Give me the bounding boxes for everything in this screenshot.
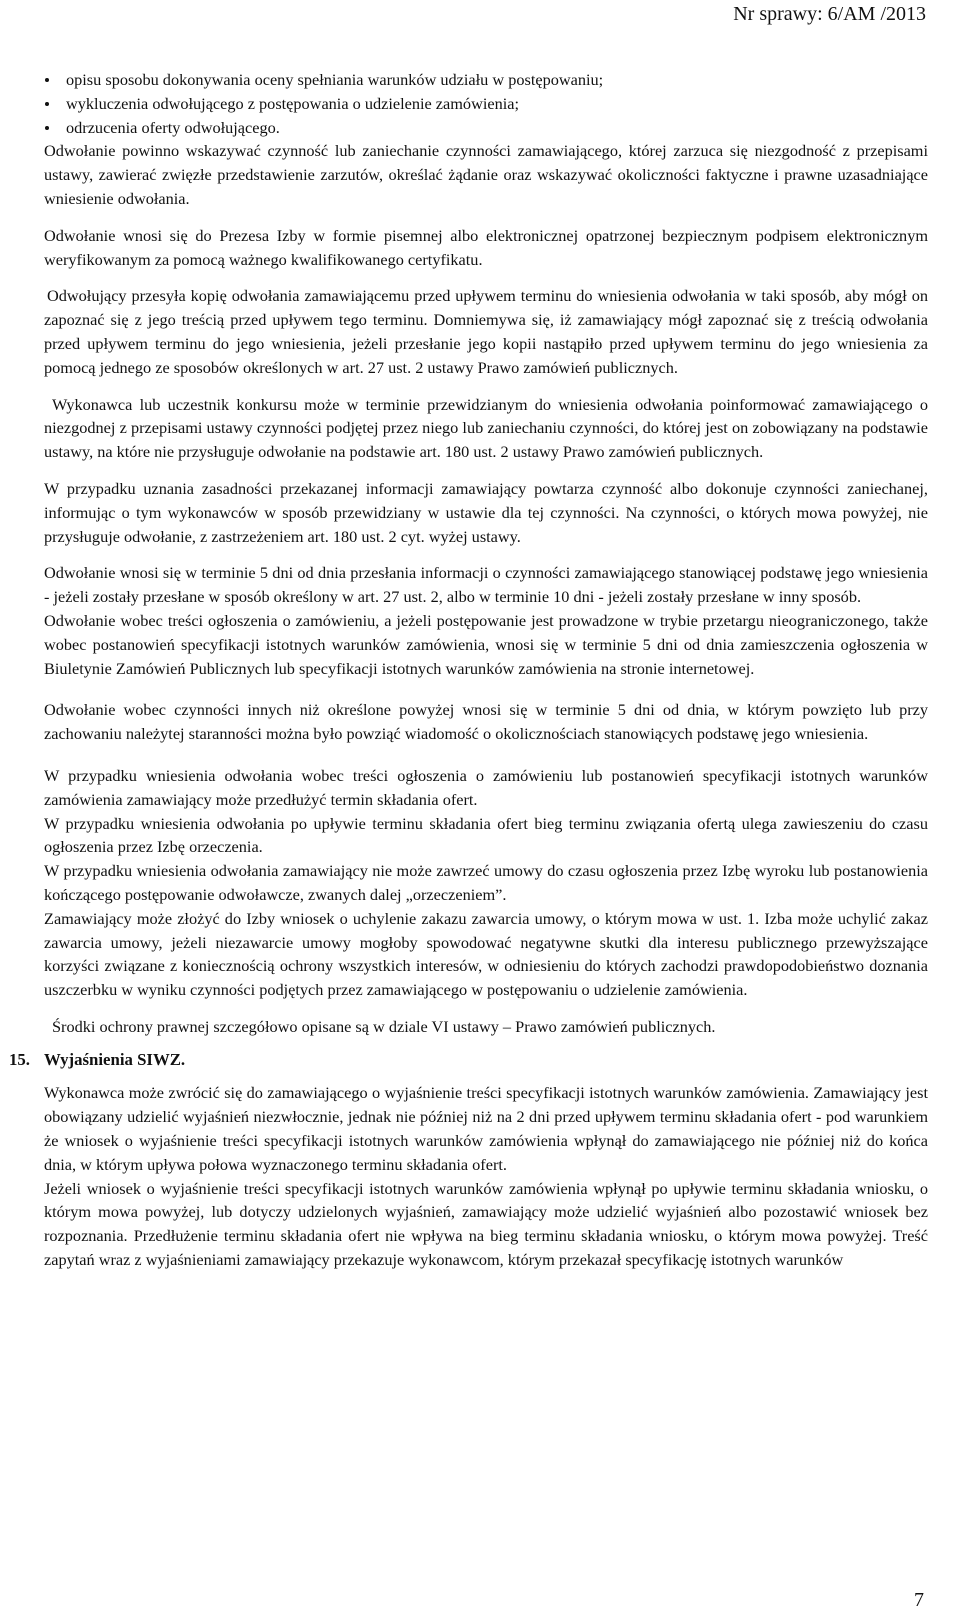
list-item-text: wykluczenia odwołującego z postępowania o udzielenie zamówienia; xyxy=(66,93,519,113)
section-title: Wyjaśnienia SIWZ. xyxy=(44,1049,186,1069)
list-item-text: odrzucenia oferty odwołującego. xyxy=(66,117,280,137)
bullet-icon xyxy=(45,126,49,130)
bullet-icon xyxy=(45,78,49,82)
paragraph-contract-ban: W przypadku wniesienia odwołania zamawiający nie może zawrzeć umowy do czasu ogłoszenia przez Izbę wyroku lub postanowienia kończącego postępowanie odwoławcze, zwanych dalej „orzeczeniem”. xyxy=(44,861,928,904)
case-number-header: Nr sprawy: 6/AM /2013 xyxy=(733,3,926,25)
paragraph-appeal-other-actions: Odwołanie wobec czynności innych niż określone powyżej wnosi się w terminie 5 dni od dnia, w którym powzięto lub przy zachowaniu należytej staranności można było powziąć wiadomość o okolicznościach stanowiących podstawę jego wniesienia. xyxy=(44,700,928,744)
paragraph-appeal-deadline: Odwołanie wnosi się w terminie 5 dni od dnia przesłania informacji o czynności zamawiającego stanowiącej podstawę jego wniesienia - jeżeli zostały przesłane w sposób określony w art. 27 ust. 2, albo w terminie 10 dni - jeżeli zostały przesłane w inny sposób. xyxy=(44,563,928,607)
paragraph-legal-remedies: Środki ochrony prawnej szczegółowo opisane są w dziale VI ustawy – Prawo zamówień publicznych. xyxy=(52,1016,716,1036)
list-item xyxy=(44,92,928,116)
paragraph-appeal-copy: Odwołujący przesyła kopię odwołania zamawiającemu przed upływem terminu do wniesienia odwołania w taki sposób, aby mógł on zapoznać się z jego treścią przed upływem tego terminu. Domniemywa się, iż zamawiający mógł zapoznać się z treścią odwołania przed upływem terminu do jego wniesienia, jeżeli przesłanie jego kopii nastąpiło przed upływem terminu do jego wniesienia za pomocą jednego ze sposobów określonych w art. 27 ust. 2 ustawy Prawo zamówień publicznych. xyxy=(44,286,928,377)
paragraph-late-request: Jeżeli wniosek o wyjaśnienie treści specyfikacji istotnych warunków zamówienia wpłynął po upływie terminu składania wniosku, o którym mowa powyżej, lub dotyczy udzielonych wyjaśnień, zamawiający może udzielić wyjaśnień albo pozostawić wniosek bez rozpoznania. Przedłużenie terminu składania ofert nie wpływa na bieg terminu składania wniosku, o którym mowa powyżej. Treść zapytań wraz z wyjaśnieniami zamawiający przekazuje wykonawcom, którym przekazał specyfikację istotnych warunków xyxy=(44,1178,928,1270)
paragraph-lift-ban: Zamawiający może złożyć do Izby wniosek o uchylenie zakazu zawarcia umowy, o którym mowa w ust. 1. Izba może uchylić zakaz zawarcia umowy, jeżeli niezawarcie umowy mogłoby spowodować negatywne skutki dla interesu publicznego przewyższające korzyści związane z koniecznością ochrony wszystkich interesów, w odniesieniu do których zachodzi prawdopodobieństwo doznania uszczerbku w wyniku czynności podjętych przez zamawiającego w postępowaniu o udzielenie zamówienia. xyxy=(44,908,928,1000)
paragraph-extend-deadline: W przypadku wniesienia odwołania wobec treści ogłoszenia o zamówieniu lub postanowień specyfikacji istotnych warunków zamówienia zamawiający może przedłużyć termin składania ofert. xyxy=(44,765,928,809)
list-item xyxy=(44,116,928,140)
section-number: 15. xyxy=(9,1049,30,1069)
paragraph-appeal-notice-content: Odwołanie wobec treści ogłoszenia o zamówieniu, a jeżeli postępowanie jest prowadzone w trybie przetargu nieograniczonego, także wobec postanowień specyfikacji istotnych warunków zamówienia, wnosi się w terminie 5 dni od dnia zamieszczenia ogłoszenia w Biuletynie Zamówień Publicznych lub specyfikacji istotnych warunków zamówienia na stronie internetowej. xyxy=(44,610,928,678)
page-number: 7 xyxy=(914,1589,924,1611)
paragraph-clarification-request: Wykonawca może zwrócić się do zamawiającego o wyjaśnienie treści specyfikacji istotnych warunków zamówienia. Zamawiający jest obowiązany udzielić wyjaśnień niezwłocznie, jednak nie później niż na 2 dni przed upływem terminu składania ofert - pod warunkiem że wniosek o wyjaśnienie treści specyfikacji istotnych warunków zamówienia wpłynął do zamawiającego nie później niż do końca dnia, w którym upływa połowa wyznaczonego terminu składania ofert. xyxy=(44,1083,928,1174)
document-body xyxy=(9,68,928,1272)
bullet-list xyxy=(44,68,928,139)
paragraph-suspension: W przypadku wniesienia odwołania po upływie terminu składania ofert bieg terminu związania ofertą ulega zawieszeniu do czasu ogłoszenia przez Izbę orzeczenia. xyxy=(44,813,928,857)
bullet-icon xyxy=(45,102,49,106)
paragraph-contractor-notice: Wykonawca lub uczestnik konkursu może w terminie przewidzianym do wniesienia odwołania poinformować zamawiającego o niezgodnej z przepisami ustawy czynności podjętej przez niego lub zaniechaniu czynności, do której jest on zobowiązany na podstawie ustawy, na które nie przysługuje odwołanie na podstawie art. 180 ust. 2 ustawy Prawo zamówień publicznych. xyxy=(44,394,928,462)
list-item-text: opisu sposobu dokonywania oceny spełniania warunków udziału w postępowaniu; xyxy=(66,70,604,89)
paragraph-appeal-form: Odwołanie wnosi się do Prezesa Izby w formie pisemnej albo elektronicznej opatrzonej bezpiecznym podpisem elektronicznym weryfikowanym za pomocą ważnego kwalifikowanego certyfikatu. xyxy=(44,225,928,269)
list-item xyxy=(44,68,928,92)
section-heading xyxy=(9,1048,928,1072)
paragraph-appeal-content: Odwołanie powinno wskazywać czynność lub zaniechanie czynności zamawiającego, której zarzuca się niezgodność z przepisami ustawy, zawierać zwięzłe przedstawienie zarzutów, określać żądanie oraz wskazywać okoliczności faktyczne i prawne uzasadniające wniesienie odwołania. xyxy=(44,141,928,208)
paragraph-repeat-action: W przypadku uznania zasadności przekazanej informacji zamawiający powtarza czynność albo dokonuje czynności zaniechanej, informując o tym wykonawców w sposób przewidziany w ustawie dla tej czynności. Na czynności, o których mowa powyżej, nie przysługuje odwołanie, z zastrzeżeniem art. 180 ust. 2 cyt. wyżej ustawy. xyxy=(44,478,928,546)
